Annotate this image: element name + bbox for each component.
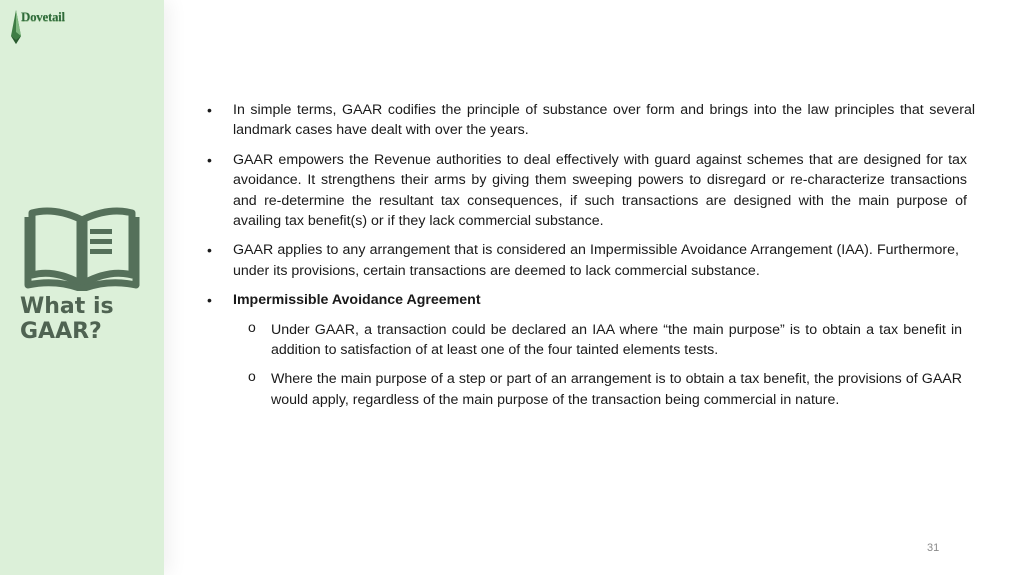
bullet-marker: • — [207, 102, 212, 118]
logo-text: Dovetail — [21, 9, 65, 24]
sub-bullet-item — [248, 368, 962, 410]
bullet-text: GAAR applies to any arrangement that is considered an Impermissible Avoidance Arrangement (IAA). Furthermore, under its provisions, certain transactions are deemed to lack commercial substance. — [233, 242, 959, 279]
sub-bullet-item — [248, 318, 962, 361]
bullet-text: GAAR empowers the Revenue authorities to deal effectively with guard against schemes that are designed for tax avoidance. It strengthens their arms by giving them sweeping powers to disregard or re-characterize transactions and re-determine the resultant tax consequences, if such transactions are designed with the main purpose of availing tax benefit(s) or if they lack commercial substance. — [233, 151, 967, 230]
bullet-list — [205, 100, 975, 410]
bullet-item — [205, 240, 959, 281]
bullet-item — [205, 150, 967, 232]
bullet-text: In simple terms, GAAR codifies the principle of substance over form and brings into the law principles that several landmark cases have dealt with over the years. — [233, 102, 975, 139]
bullet-marker: • — [207, 151, 212, 168]
bullet-item — [205, 290, 975, 310]
page-number: 31 — [927, 542, 940, 554]
sub-bullet-marker: o — [248, 368, 256, 385]
bullet-item — [205, 100, 975, 141]
sub-bullet-marker: o — [248, 318, 256, 335]
bullet-marker: • — [207, 242, 212, 259]
bullet-text-heading: Impermissible Avoidance Agreement — [233, 292, 481, 309]
slide-title: What is GAAR? — [20, 294, 114, 344]
book-icon — [24, 203, 140, 291]
sidebar — [0, 0, 164, 575]
sub-bullet-text: Where the main purpose of a step or part of an arrangement is to obtain a tax benefit, the provisions of GAAR would apply, regardless of the main purpose of the transaction being commercial in nature. — [271, 371, 962, 408]
slide-content — [205, 100, 975, 419]
bullet-marker: • — [207, 292, 212, 309]
sub-bullet-text: Under GAAR, a transaction could be declared an IAA where “the main purpose” is to obtain a tax benefit in addition to satisfaction of at least one of the four tainted elements tests. — [271, 321, 962, 359]
